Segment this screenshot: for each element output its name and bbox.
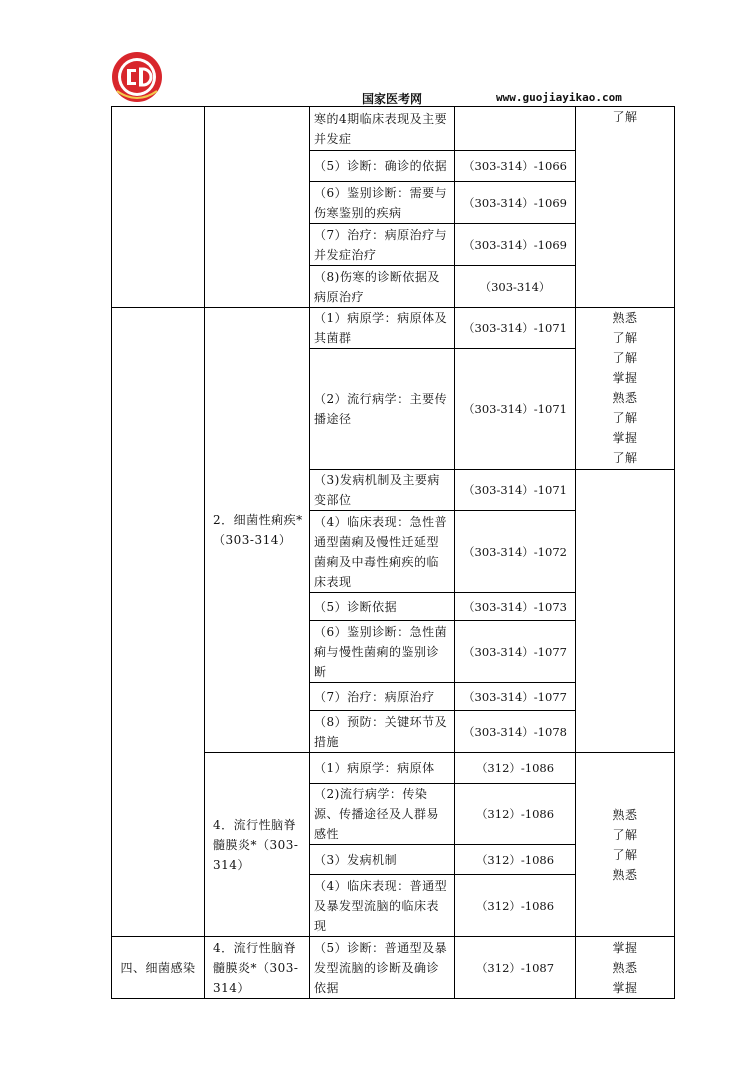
page-cell: （303-314）-1071 [455, 308, 576, 349]
page-cell: （303-314）-1071 [455, 470, 576, 511]
item-cell: （3)发病机制及主要病变部位 [310, 470, 455, 511]
requirement-level: 了解 [612, 110, 638, 124]
requirement-cell [576, 470, 675, 753]
item-cell: （5）诊断：普通型及暴发型流脑的诊断及确诊依据 [310, 937, 455, 999]
requirement-level: 了解 [612, 351, 638, 365]
item-cell: （1）病原学：病原体 [310, 753, 455, 784]
page-cell: （303-314）-1073 [455, 593, 576, 621]
page-cell: （312）-1086 [455, 753, 576, 784]
requirement-level: 掌握 [612, 980, 638, 995]
disease-cell: 4．流行性脑脊髓膜炎*（303-314） [205, 753, 310, 937]
page-cell: （303-314）-1077 [455, 683, 576, 711]
page-cell: （303-314） [455, 266, 576, 308]
syllabus-table [111, 106, 675, 999]
site-url[interactable]: www.guojiayikao.com [496, 91, 622, 104]
requirement-level: 熟悉 [612, 311, 638, 325]
page-cell: （303-314）-1071 [455, 349, 576, 470]
requirement-cell [576, 753, 675, 937]
logo-icon [111, 51, 163, 103]
requirement-level: 了解 [612, 847, 638, 862]
table-row [112, 937, 675, 999]
page-cell: （303-314）-1077 [455, 621, 576, 683]
item-cell: 寒的4期临床表现及主要并发症 [310, 107, 455, 151]
item-cell: （3）发病机制 [310, 845, 455, 875]
page-cell: （303-314）-1069 [455, 182, 576, 224]
item-cell: （1）病原学：病原体及其菌群 [310, 308, 455, 349]
requirement-level: 掌握 [612, 940, 638, 955]
item-cell: （8)伤寒的诊断依据及病原治疗 [310, 266, 455, 308]
unit-cell [112, 107, 205, 308]
disease-cell [205, 107, 310, 308]
item-cell: （2)流行病学：传染源、传播途径及人群易感性 [310, 784, 455, 845]
requirement-level: 熟悉 [612, 960, 638, 975]
disease-cell: 4．流行性脑脊髓膜炎*（303-314） [205, 937, 310, 999]
requirement-level: 了解 [612, 827, 638, 842]
requirement-cell [576, 937, 675, 999]
page-cell: （312）-1086 [455, 875, 576, 937]
disease-cell: 2．细菌性痢疾*（303-314） [205, 308, 310, 753]
requirement-level: 掌握 [612, 371, 638, 385]
site-name: 国家医考网 [362, 92, 423, 106]
requirement-cell [576, 107, 675, 308]
item-cell: （4）临床表现：急性普通型菌痢及慢性迁延型菌痢及中毒性痢疾的临床表现 [310, 511, 455, 593]
item-cell: （4）临床表现：普通型及暴发型流脑的临床表现 [310, 875, 455, 937]
page-cell: （303-314）-1078 [455, 711, 576, 753]
page-cell: （312）-1086 [455, 845, 576, 875]
page-cell: （303-314）-1066 [455, 151, 576, 182]
unit-cell [112, 308, 205, 937]
item-cell: （7）治疗：病原治疗 [310, 683, 455, 711]
requirement-level: 了解 [612, 411, 638, 425]
requirement-cell [576, 308, 675, 470]
table-row [112, 107, 675, 151]
item-cell: （6）鉴别诊断：需要与伤寒鉴别的疾病 [310, 182, 455, 224]
page-cell: （312）-1086 [455, 784, 576, 845]
item-cell: （8）预防：关键环节及措施 [310, 711, 455, 753]
item-cell: （5）诊断依据 [310, 593, 455, 621]
page-cell: （312）-1087 [455, 937, 576, 999]
requirement-level: 了解 [612, 331, 638, 345]
requirement-level: 熟悉 [612, 807, 638, 822]
table-row [112, 308, 675, 349]
requirement-level: 熟悉 [612, 867, 638, 882]
item-cell: （7）治疗：病原治疗与并发症治疗 [310, 224, 455, 266]
item-cell: （2）流行病学：主要传播途径 [310, 349, 455, 470]
page-cell: （303-314）-1072 [455, 511, 576, 593]
unit-cell: 四、细菌感染 [112, 937, 205, 999]
requirement-level: 掌握 [612, 431, 638, 445]
item-cell: （5）诊断：确诊的依据 [310, 151, 455, 182]
page-cell: （303-314）-1069 [455, 224, 576, 266]
requirement-level: 熟悉 [612, 391, 638, 405]
item-cell: （6）鉴别诊断：急性菌痢与慢性菌痢的鉴别诊断 [310, 621, 455, 683]
requirement-level: 了解 [612, 451, 638, 465]
page-cell [455, 107, 576, 151]
